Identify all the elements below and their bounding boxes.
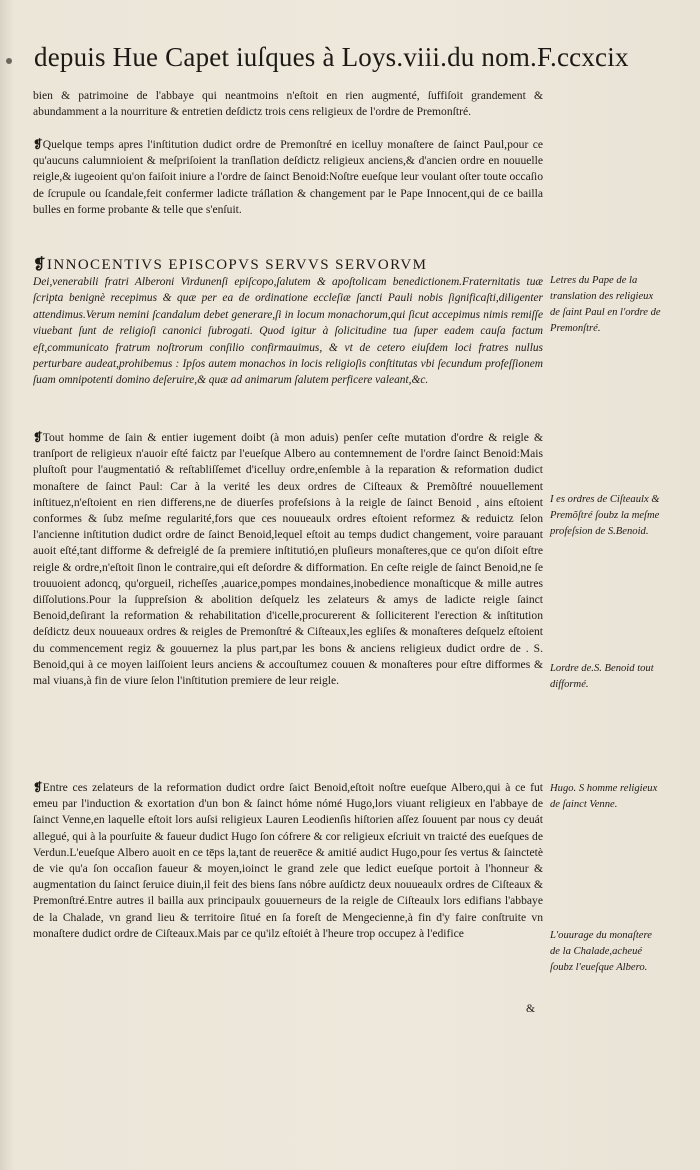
margin-note-chalade: L'ouurage du monaſtere de la Chalade,acheué ſoubz l'eueſque Albero. bbox=[550, 930, 652, 973]
paragraph-4-text: Entre ces zelateurs de la reformation dudict ordre ſaict Benoid,eſtoit noſtre eueſque Albero,qui à ce fut emeu par l'induction & exortation d'un bon & ſainct hóme nómé Hugo,lors viuant religieux en l'abbaye de ſainct Venne,en laquelle eſtoit lors auſsi religieux Lauren Leodienſis hiſtorien aſſez ſouuent par nous cy deuát allegué, qui à la pourſuite & faueur dudict Hugo ſon cófrere & cor religieux eſcriuit vn traicté des eueſques de Verdun.L'eueſque Albero auoit en ce tēps la,tant de reuerēce & amitié audict Hugo,pour ſes vertus & ſainctetè de vie qu'a ſon occaſion faueur & moyen,ioinct le grand zele que ledict eueſque portoit à l'honneur & augmentation du ſainct ſeruice diuin,il feit des biens ſans nóbre auſdictz deux nouueaulx ordres de Ciſteaux & Premonſtré.Entre autres il bailla aux principaulx gouuerneurs de la reigle de Ciſteaulx lors edifians l'abbaye de la Chalade, vn grand lieu & territoire ſitué en ſa foreſt de Mengecienne,à fin d'y faire conſtruite vn monaſtere dudict ordre de Ciſteaux.Mais par ce qu'ilz eſtoiét à l'heure trop occupez à l'edifice bbox=[33, 781, 543, 940]
binding-hole bbox=[6, 58, 12, 64]
margin-note-benoid: Lordre de.S. Benoid tout difformé. bbox=[550, 663, 654, 690]
pilcrow-icon: ❡ bbox=[33, 138, 43, 151]
paragraph-3-text: Tout homme de ſain & entier iugement doibt (à mon aduis) penſer ceſte mutation d'ordre & reigle & tranſport de religieux n'auoir eſté faictz par l'eueſque Albero au contemnement de l'ordre ſainct Benoid:Mais pluſtoſt pour l'augmentatió & reſtabliſſemet d'icelluy ordre,enſemble à la reparation & reformation dudict monaſtere de ſainct Paul: Car à la verité les deux ordres de Ciſteaux & Premõſtré nouuellement inſtituez,n'eſtoient en rien differens,ne de diuerſes profeſsions à la reigle de ſainct Benoid , ains eſtoient conformes & ſubz meſme regularité,fors que ces nouueaulx ordres eſtoient reformez & reduictz ſelon l'ancienne inſtitution dudict ordre de ſainct Benoid,lequel eſtoit au temps dudict changement, voire parauant auoit eſté,tant difforme & defreiglé de ſa premiere inſtitutió,en pluſieurs monaſteres,que ce qu'on diſoit eſtre reigle & ordre,n'eſtoit ſinon le contraire,qui eſt deſordre & difformation. En ceſte reigle de ſainct Benoid,ne ſe trouuoient adoncq, qu'orgueil, richeſſes ,auarice,pompes mondaines,inobedience monaſticque & mille autres diſſolutions.Pour la ſuppreſsion & abolition deſquelz les zelateurs & amys de ladicte reigle ſainct Benoid,deſirant la reformation & rehabilitation d'icelle,procurerent & ſolliciterent l'erection & inſtitution deſdictz deux nouueaux ordres & reigles de Premonſtré & Ciſteaux,les egliſes & monaſteres deſquelz eſtoient du commencement regiz & gouuernez la plus part,par les bons & anciens religieux dudict ordre de . S. Benoid,qui à ce moyen laiſſoient leurs anciens & accouſtumez couuen & monaſteres pour eſtre difformes & mal viuans,à fin de viure ſelon l'inſtitution premiere de leur reigle. bbox=[33, 431, 543, 688]
paragraph-4 bbox=[33, 780, 543, 942]
running-header: depuis Hue Capet iuſques à Loys.viii.du nom.F.ccxcix bbox=[34, 42, 629, 72]
paragraph-1 bbox=[33, 88, 543, 120]
paragraph-1-text: bien & patrimoine de l'abbaye qui neantmoins n'eſtoit en rien augmenté, ſuffiſoit grandement & abundamment a la nourriture & entretien deſdictz trois cens religieux de l'ordre de Premonſtré. bbox=[33, 89, 543, 119]
pilcrow-icon: ❡ bbox=[33, 781, 43, 794]
papal-letter-heading: INNOCENTIVS EPISCOPVS SERVVS SERVORVM bbox=[46, 257, 428, 273]
margin-note-papal-letter: Letres du Pape de la translation des religieux de ſaint Paul en l'ordre de Premonſtré. bbox=[550, 275, 661, 334]
pilcrow-icon: ❡ bbox=[33, 431, 43, 444]
pilcrow-icon: ❡ bbox=[33, 257, 47, 273]
paragraph-3 bbox=[33, 430, 543, 689]
margin-note-orders: I es ordres de Ciſteaulx & Premõſtré ſoubz la meſme profeſsion de S.Benoid. bbox=[550, 494, 660, 537]
catchword: & bbox=[526, 1002, 536, 1015]
papal-letter-text: Dei,venerabili fratri Alberoni Virdunenſi epiſcopo,ſalutem & apoſtolicam benedictionem.Fraternitatis tuæ ſcripta benignè recepimus & quæ per ea de ordinatione eccleſiæ ſancti Pauli nobis ſignificaſti,diligenter attendimus.Verum nemini ſcandalum debet generare,ſi in locum monachorum,qui ſicut accepimus nimis remiſſe viuebant ſunt de religioſi canonici ſubrogati. Quod igitur à ſolicitudine tua ſuper eadem cauſa factum eſt,communicato fratrum noſtrorum conſilio confirmauimus, & vt de cetero eiuſdem loci fratres nullus perturbare audeat,prohibemus : Ipſos autem monachos in locis religioſis conſtitutas vbi ſecundum profeſſionem ſuam omnipotenti domino deſeruire,& quæ ad animarum ſalutem perficere valeant,&c. bbox=[33, 276, 543, 387]
paragraph-2-text: Quelque temps apres l'inſtitution dudict ordre de Premonſtré en icelluy monaſtere de ſainct Paul,pour ce qu'aucuns calumnioient & meſpriſoient la tranſlation deſdictz religieux anciens,& d'ancien ordre en nouuelle reigle,& iugeoient qu'on faiſoit iniure a l'ordre de ſainct Benoid:Noſtre eueſque leur voulant oſter toute occaſio de ſcrupule ou ſcandale,feit confermer ladicte tráſlation & changement par le Pape Innocent,qui de ce bailla bulles en forme probante & telle que s'enſuit. bbox=[33, 138, 543, 216]
papal-letter bbox=[33, 256, 543, 389]
paragraph-2 bbox=[33, 137, 543, 218]
margin-note-hugo: Hugo. S homme religieux de ſainct Venne. bbox=[550, 783, 658, 810]
